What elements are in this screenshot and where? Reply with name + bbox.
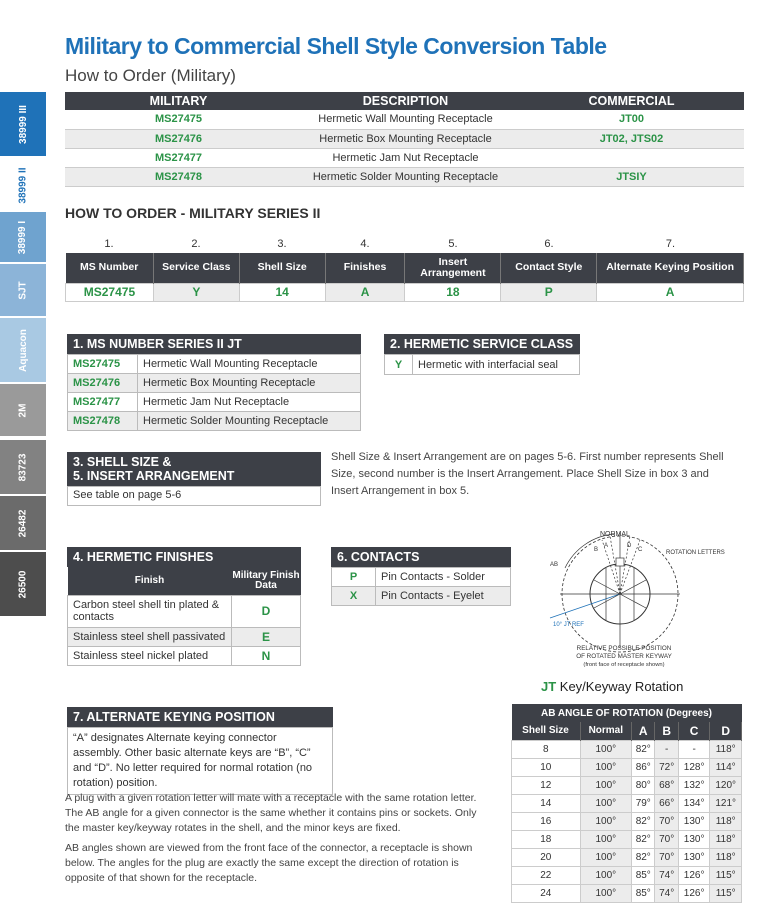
service-class-code: Y — [385, 355, 413, 375]
commercial-cell: JT00 — [519, 110, 744, 129]
ab-label: AB — [550, 562, 559, 568]
table-row — [68, 595, 301, 627]
rotation-cell: 118° — [710, 848, 742, 866]
rotation-cell: 134° — [678, 794, 710, 812]
insert-arrangement-title: 5. INSERT ARRANGEMENT — [73, 469, 235, 483]
table-row — [68, 646, 301, 665]
table-row — [512, 776, 742, 794]
rotation-cell: 126° — [678, 884, 710, 902]
rotation-cell: 126° — [678, 866, 710, 884]
table-row — [68, 627, 301, 646]
shell-size-text: See table on page 5-6 — [67, 486, 321, 506]
shell-size-title: 3. SHELL SIZE & — [73, 455, 172, 469]
rotation-col: Shell Size — [512, 722, 581, 740]
ms-number-title: 1. MS NUMBER SERIES II JT — [67, 334, 361, 354]
table-row — [512, 812, 742, 830]
rotation-cell: 82° — [632, 848, 655, 866]
rotation-col: D — [710, 722, 742, 740]
commercial-cell — [519, 148, 744, 167]
paragraph-1: A plug with a given rotation letter will mate with a receptacle with the same rotation letter. The AB angle for a given connector is the same whether it contains pins or sockets. Only the master key/keyway rotates in the shell, and the minor keys are fixed. — [65, 792, 477, 834]
rotation-cell: 12 — [512, 776, 581, 794]
order-header: Service Class — [153, 253, 239, 283]
ms-desc: Hermetic Jam Nut Receptacle — [138, 393, 361, 412]
table-row — [68, 355, 361, 374]
conversion-table — [65, 92, 744, 187]
rotation-cell: 79° — [632, 794, 655, 812]
finish-code: E — [232, 627, 301, 646]
order-header: Finishes — [325, 253, 405, 283]
sidebar-tab-label: Aquacon — [17, 328, 29, 372]
service-class-desc: Hermetic with interfacial seal — [413, 355, 580, 375]
rotation-cell: 10 — [512, 758, 581, 776]
alt-keying-text: “A” designates Alternate keying connector assembly. Other basic alternate keys are “B”, “C” and “D”. No letter required for normal rotation (no rotation) position. — [67, 727, 333, 795]
alt-keying-title: 7. ALTERNATE KEYING POSITION — [67, 707, 333, 727]
table-row — [65, 148, 744, 167]
order-value: A — [325, 283, 405, 301]
rotation-cell: 118° — [710, 740, 742, 758]
rotation-cell: 66° — [655, 794, 678, 812]
order-table — [65, 253, 744, 302]
order-numbers — [65, 238, 744, 252]
order-value: MS27475 — [66, 283, 154, 301]
keyway-title-text: Key/Keyway Rotation — [556, 679, 684, 694]
ms-code: MS27477 — [68, 393, 138, 412]
commercial-cell: JT02, JTS02 — [519, 129, 744, 148]
letter-a: A — [604, 543, 609, 549]
table-row — [65, 110, 744, 129]
col-commercial: COMMERCIAL — [588, 94, 675, 108]
rotation-cell: 100° — [580, 830, 632, 848]
rotation-cell: 132° — [678, 776, 710, 794]
finish-desc: Stainless steel nickel plated — [68, 646, 232, 665]
description-cell: Hermetic Jam Nut Receptacle — [292, 148, 519, 167]
jt-ref-label: 10° JT REF — [553, 622, 584, 628]
order-value: Y — [153, 283, 239, 301]
rotation-cell: 118° — [710, 830, 742, 848]
shell-note: Shell Size & Insert Arrangement are on pages 5-6. First number represents Shell Size, second number is the Insert Arrangement. Place Shell Size in box 3 and Insert Arrangement in box 5. — [331, 451, 724, 497]
commercial-cell: JTSIY — [519, 167, 744, 186]
table-row — [332, 587, 511, 606]
order-number: 6. — [544, 238, 554, 250]
rotation-cell: 22 — [512, 866, 581, 884]
rotation-cell: 130° — [678, 812, 710, 830]
normal-label: NORMAL — [600, 531, 630, 538]
ms-desc: Hermetic Solder Mounting Receptacle — [138, 412, 361, 431]
contact-code: P — [332, 568, 376, 587]
sidebar-tab[interactable] — [0, 212, 46, 262]
rotation-cell: 100° — [580, 794, 632, 812]
table-row — [68, 374, 361, 393]
rotation-cell: 70° — [655, 848, 678, 866]
contact-desc: Pin Contacts - Solder — [376, 568, 511, 587]
sidebar-tab[interactable] — [0, 264, 46, 316]
ms-code: MS27476 — [68, 374, 138, 393]
order-value: A — [597, 283, 744, 301]
keyway-prefix: JT — [541, 679, 557, 694]
rotation-cell: 18 — [512, 830, 581, 848]
sidebar-tab-label: 83723 — [17, 453, 29, 481]
table-row — [512, 866, 742, 884]
col-description: DESCRIPTION — [362, 94, 449, 108]
contacts-title: 6. CONTACTS — [331, 547, 511, 567]
table-row — [512, 758, 742, 776]
rotation-cell: 70° — [655, 830, 678, 848]
order-value: P — [501, 283, 597, 301]
rotation-cell: 114° — [710, 758, 742, 776]
letter-b: B — [594, 547, 599, 553]
order-heading: HOW TO ORDER - MILITARY SERIES II — [65, 205, 321, 221]
rotation-col: A — [632, 722, 655, 740]
rotation-cell: 14 — [512, 794, 581, 812]
military-cell: MS27476 — [65, 129, 292, 148]
rotation-col: Normal — [580, 722, 632, 740]
rotation-cell: 115° — [710, 866, 742, 884]
rotation-cell: 85° — [632, 866, 655, 884]
ms-code: MS27478 — [68, 412, 138, 431]
rotation-cell: - — [655, 740, 678, 758]
shell-size-box — [67, 452, 321, 506]
paragraph-2: AB angles shown are viewed from the front face of the connector, a receptacle is shown below. The angles for the plug are exactly the same except the direction of rotation is opposite of that shown for the receptacle. — [65, 842, 473, 884]
rotation-cell: 100° — [580, 758, 632, 776]
rotation-cell: 80° — [632, 776, 655, 794]
table-row — [512, 830, 742, 848]
letter-d: D — [627, 543, 632, 549]
sidebar-tab-label: 38999 II — [17, 166, 29, 204]
rotation-cell: 130° — [678, 848, 710, 866]
table-row — [512, 740, 742, 758]
sidebar-tab-label: 2M — [17, 403, 29, 417]
alt-keying-box — [67, 707, 333, 795]
sidebar-tab[interactable] — [0, 160, 46, 210]
col-military: MILITARY — [149, 94, 208, 108]
rotation-cell: 16 — [512, 812, 581, 830]
rotation-cell: 74° — [655, 866, 678, 884]
rotation-cell: 100° — [580, 740, 632, 758]
finish-col: Finish — [134, 575, 165, 587]
table-row — [65, 167, 744, 186]
order-header: Shell Size — [239, 253, 325, 283]
sidebar-tab-label: 38999 I — [17, 220, 29, 254]
description-cell: Hermetic Box Mounting Receptacle — [292, 129, 519, 148]
rotation-cell: 72° — [655, 758, 678, 776]
ms-code: MS27475 — [68, 355, 138, 374]
keyway-diagram — [520, 518, 730, 670]
rotation-col: B — [655, 722, 678, 740]
order-number: 5. — [448, 238, 458, 250]
description-cell: Hermetic Wall Mounting Receptacle — [292, 110, 519, 129]
finish-data-col: Military Finish Data — [232, 569, 300, 591]
military-cell: MS27475 — [65, 110, 292, 129]
table-row — [512, 794, 742, 812]
page-subtitle: How to Order (Military) — [65, 66, 236, 85]
order-number: 2. — [191, 238, 201, 250]
contact-code: X — [332, 587, 376, 606]
order-value: 18 — [405, 283, 501, 301]
rotation-cell: 100° — [580, 884, 632, 902]
rotation-cell: 82° — [632, 740, 655, 758]
table-row — [65, 129, 744, 148]
rotation-cell: 128° — [678, 758, 710, 776]
finishes-box — [67, 547, 301, 666]
caption-3: (front face of receptacle shown) — [583, 662, 665, 668]
sidebar-tab-label: 38999 III — [17, 104, 29, 144]
sidebar-tab[interactable] — [0, 496, 46, 550]
rotation-cell: 8 — [512, 740, 581, 758]
description-cell: Hermetic Solder Mounting Receptacle — [292, 167, 519, 186]
rotation-cell: 118° — [710, 812, 742, 830]
finishes-title: 4. HERMETIC FINISHES — [67, 547, 301, 567]
order-number: 1. — [104, 238, 114, 250]
caption-1: RELATIVE POSSIBLE POSITION — [576, 645, 672, 652]
ref-line — [550, 594, 620, 618]
rotation-cell: 20 — [512, 848, 581, 866]
order-header: Insert Arrangement — [405, 253, 501, 283]
rotation-cell: 100° — [580, 776, 632, 794]
table-row — [68, 393, 361, 412]
service-class-title: 2. HERMETIC SERVICE CLASS — [384, 334, 580, 354]
caption-2: OF ROTATED MASTER KEYWAY — [576, 653, 672, 660]
rotation-cell: 85° — [632, 884, 655, 902]
table-row — [512, 848, 742, 866]
order-header: Contact Style — [501, 253, 597, 283]
order-number: 4. — [360, 238, 370, 250]
rotation-cell: 70° — [655, 812, 678, 830]
rotation-cell: 120° — [710, 776, 742, 794]
order-header: MS Number — [66, 253, 154, 283]
sidebar-tab[interactable] — [0, 552, 46, 616]
rotation-cell: - — [678, 740, 710, 758]
rotation-table — [511, 704, 742, 903]
sidebar-tab-label: 26482 — [17, 509, 29, 537]
keyway-title — [541, 679, 683, 694]
rotation-cell: 100° — [580, 848, 632, 866]
sidebar-tab[interactable] — [0, 384, 46, 436]
rotation-cell: 100° — [580, 866, 632, 884]
ms-desc: Hermetic Wall Mounting Receptacle — [138, 355, 361, 374]
contact-desc: Pin Contacts - Eyelet — [376, 587, 511, 606]
rotation-header: AB ANGLE OF ROTATION (Degrees) — [541, 707, 712, 719]
letter-c: C — [638, 547, 643, 553]
rotation-cell: 121° — [710, 794, 742, 812]
order-number: 7. — [665, 238, 676, 250]
sidebar-tab[interactable] — [0, 92, 46, 156]
finish-code: D — [232, 595, 301, 627]
rotation-col: C — [678, 722, 710, 740]
sidebar-tab-label: SJT — [17, 280, 29, 300]
sidebar-tab[interactable] — [0, 440, 46, 494]
military-cell: MS27477 — [65, 148, 292, 167]
ms-desc: Hermetic Box Mounting Receptacle — [138, 374, 361, 393]
rotation-cell: 100° — [580, 812, 632, 830]
sidebar-tab-label: 26500 — [17, 570, 29, 598]
rotation-cell: 82° — [632, 812, 655, 830]
order-header: Alternate Keying Position — [597, 253, 744, 283]
rotation-cell: 130° — [678, 830, 710, 848]
military-cell: MS27478 — [65, 167, 292, 186]
rotation-cell: 24 — [512, 884, 581, 902]
ab-arc — [565, 534, 615, 568]
rotation-cell: 74° — [655, 884, 678, 902]
ms-number-box — [67, 334, 361, 431]
finish-code: N — [232, 646, 301, 665]
order-number: 3. — [277, 238, 287, 250]
ms-number-table — [67, 354, 361, 431]
table-row — [512, 884, 742, 902]
finish-desc: Stainless steel shell passivated — [68, 627, 232, 646]
finish-desc: Carbon steel shell tin plated & contacts — [68, 595, 232, 627]
master-keyway — [616, 558, 624, 566]
sidebar-tab[interactable] — [0, 318, 46, 382]
table-row — [68, 412, 361, 431]
order-value: 14 — [239, 283, 325, 301]
contacts-box — [331, 547, 511, 606]
rotation-cell: 68° — [655, 776, 678, 794]
rotation-letters-label: ROTATION LETTERS — [666, 550, 725, 556]
table-row — [332, 568, 511, 587]
rotation-cell: 115° — [710, 884, 742, 902]
service-class-box — [384, 334, 580, 375]
rotation-cell: 86° — [632, 758, 655, 776]
rotation-cell: 82° — [632, 830, 655, 848]
page-title: Military to Commercial Shell Style Conversion Table — [65, 33, 607, 59]
